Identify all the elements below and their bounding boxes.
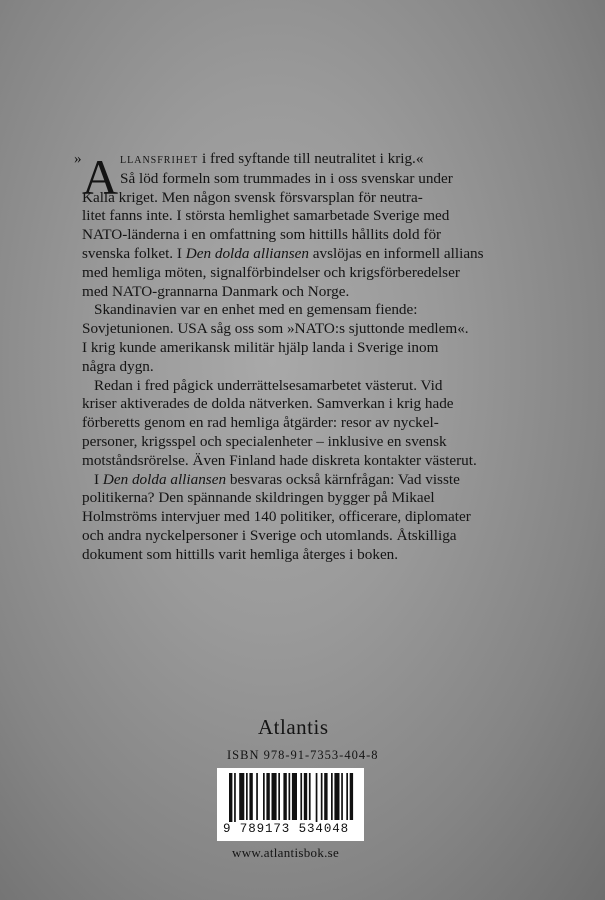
blurb-line: kriser aktiverades de dolda nätverken. Samverkan i krig hade bbox=[82, 395, 454, 413]
barcode bbox=[217, 768, 364, 841]
barcode-bar bbox=[304, 773, 307, 820]
barcode-bar bbox=[289, 773, 291, 820]
barcode-bar bbox=[266, 773, 269, 820]
blurb-text bbox=[74, 150, 542, 565]
publisher-website: www.atlantisbok.se bbox=[232, 845, 340, 860]
barcode-bar bbox=[278, 773, 280, 820]
line-part: I bbox=[94, 470, 103, 488]
isbn-number: ISBN 978-91-7353-404-8 bbox=[227, 748, 379, 762]
blurb-line: personer, krigsspel och specialenheter – inklusive en svensk bbox=[82, 432, 447, 450]
barcode-digits: 9 789173 534048 bbox=[223, 822, 350, 836]
opening-quote: » bbox=[74, 150, 82, 167]
blurb-line: Kalla kriget. Men någon svensk försvarsplan för neutra- bbox=[82, 188, 423, 206]
barcode-bar bbox=[272, 773, 277, 820]
blurb-line: motståndsrörelse. Även Finland hade diskreta kontakter västerut. bbox=[82, 451, 477, 469]
barcode-bar bbox=[229, 773, 232, 822]
blurb-line: Redan i fred pågick underrättelsesamarbetet västerut. Vid bbox=[94, 376, 443, 394]
barcode-bar bbox=[331, 773, 333, 820]
barcode-bar bbox=[292, 773, 297, 820]
blurb-line: I krig kunde amerikansk militär hjälp landa i Sverige inom bbox=[82, 338, 439, 356]
barcode-bar bbox=[316, 773, 318, 822]
barcode-bar bbox=[300, 773, 302, 820]
book-title-inline: Den dolda alliansen bbox=[102, 470, 227, 488]
blurb-line: med NATO-grannarna Danmark och Norge. bbox=[82, 282, 350, 300]
blurb-line bbox=[82, 245, 542, 264]
barcode-bar bbox=[239, 773, 244, 820]
blurb-line: politikerna? Den spännande skildringen bygger på Mikael bbox=[82, 489, 435, 507]
barcode-bar bbox=[341, 773, 343, 820]
barcode-bar bbox=[234, 773, 236, 822]
blurb-line bbox=[120, 150, 542, 170]
blurb-line: och andra nyckelpersoner i Sverige och utomlands. Åtskilliga bbox=[82, 526, 457, 544]
blurb-line: Holmströms intervjuer med 140 politiker, officerare, diplomater bbox=[82, 508, 471, 526]
blurb-line: Så löd formeln som trummades in i oss svenskar under bbox=[120, 169, 453, 187]
line1-rest: i fred syftande till neutralitet i krig.« bbox=[198, 150, 424, 167]
blurb-paragraph-4 bbox=[82, 471, 542, 565]
barcode-bar bbox=[334, 773, 339, 820]
blurb-line: NATO-länderna i en omfattning som hittills hållits dold för bbox=[82, 226, 442, 244]
barcode-bar bbox=[324, 773, 327, 820]
blurb-paragraph-1 bbox=[74, 150, 542, 301]
blurb-paragraph-2 bbox=[82, 301, 542, 376]
blurb-line: med hemliga möten, signalförbindelser och krigsförberedelser bbox=[82, 263, 460, 281]
blurb-line: Skandinavien var en enhet med en gemensam fiende: bbox=[94, 301, 418, 319]
barcode-bar bbox=[350, 773, 353, 820]
blurb-line: Sovjetunionen. USA såg oss som »NATO:s sjuttonde medlem«. bbox=[82, 320, 469, 338]
blurb-line: förberetts genom en rad hemliga åtgärder: resor av nyckel- bbox=[82, 414, 439, 432]
blurb-line bbox=[82, 471, 542, 490]
drop-cap-letter: A bbox=[82, 149, 119, 205]
barcode-bar bbox=[346, 773, 348, 820]
blurb-line: dokument som hittills varit hemliga återges i boken. bbox=[82, 545, 399, 563]
barcode-bar bbox=[321, 773, 323, 820]
line-part: svenska folket. I bbox=[82, 244, 186, 262]
line-part: besvaras också kärnfrågan: Vad visste bbox=[226, 470, 460, 488]
publisher-name: Atlantis bbox=[258, 715, 329, 739]
lead-smallcaps: llansfrihet bbox=[120, 152, 199, 167]
barcode-bar bbox=[309, 773, 311, 820]
barcode-bar bbox=[283, 773, 286, 820]
barcode-bar bbox=[256, 773, 258, 820]
line-part: avslöjas en informell allians bbox=[308, 244, 484, 262]
barcode-bars bbox=[217, 768, 364, 822]
barcode-bar bbox=[263, 773, 265, 820]
blurb-paragraph-3 bbox=[82, 377, 542, 471]
book-title-inline: Den dolda alliansen bbox=[185, 244, 309, 262]
barcode-bar bbox=[246, 773, 248, 820]
barcode-bar bbox=[249, 773, 252, 820]
blurb-line: några dygn. bbox=[82, 357, 154, 375]
blurb-line: litet fanns inte. I största hemlighet samarbetade Sverige med bbox=[82, 207, 450, 225]
